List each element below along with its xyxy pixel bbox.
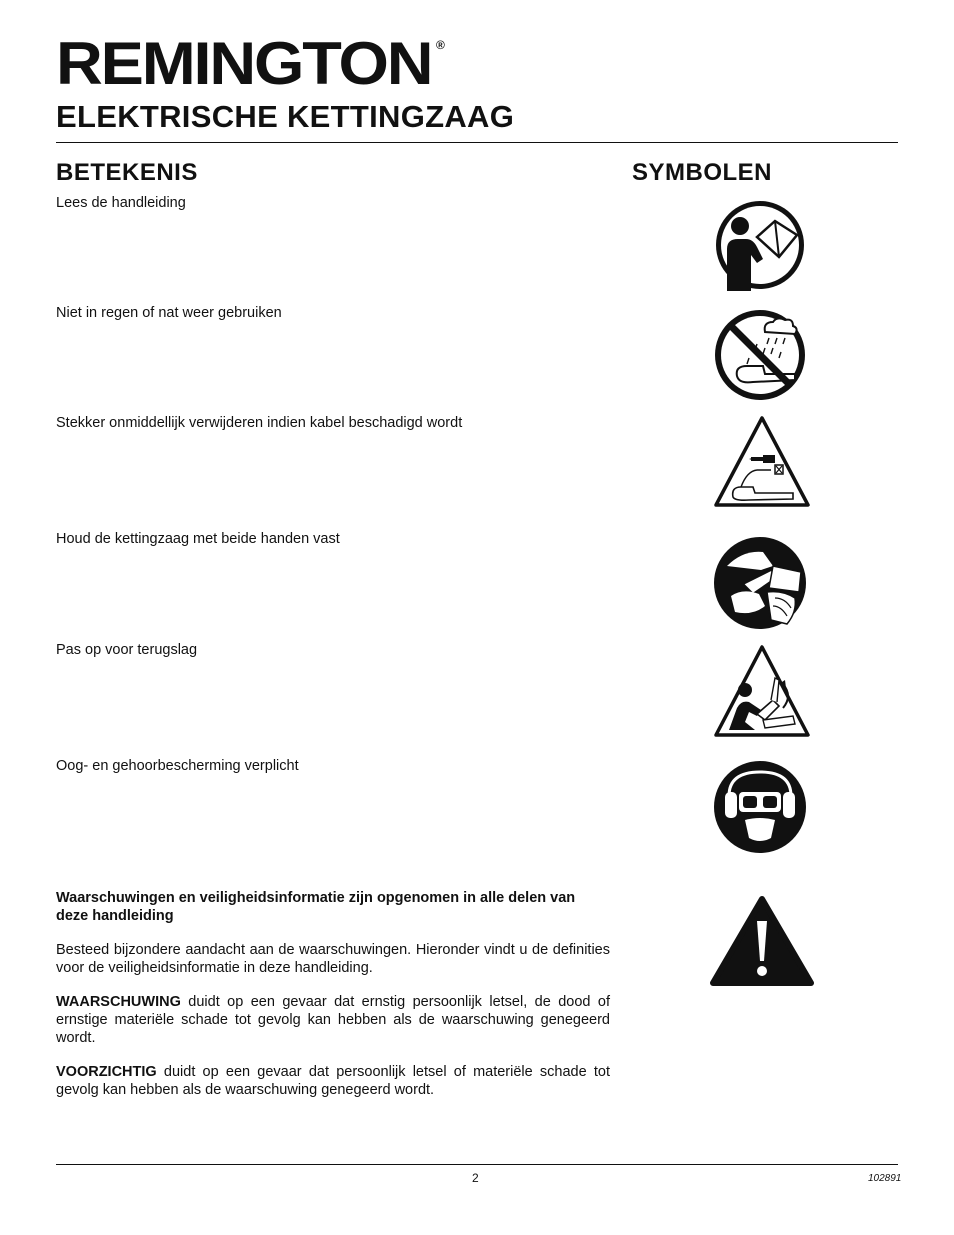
column-heading-meaning: BETEKENIS [56, 159, 198, 186]
notice-intro: Besteed bijzondere aandacht aan de waarschuwingen. Hieronder vindt u de definities voor de veiligheidsinformatie in deze handleiding. [56, 942, 610, 976]
notice-caution-definition [56, 1063, 610, 1099]
row-text-kickback: Pas op voor terugslag [56, 642, 198, 658]
brand-logo: REMINGTON [56, 30, 432, 97]
footer-divider [56, 1164, 898, 1165]
eye-ear-protection-icon [713, 760, 807, 854]
notice-lead: Waarschuwingen en veiligheidsinformatie zijn opgenomen in alle delen van deze handleiding [56, 890, 576, 924]
warning-text: duidt op een gevaar dat ernstig persoonlijk letsel, de dood of ernstige materiële schade tot gevolg kan hebben als de waarschuwing genegeerd wordt. [56, 994, 610, 1046]
registered-mark: ® [436, 38, 445, 52]
exclamation-triangle-icon [709, 895, 815, 989]
read-manual-icon [713, 199, 807, 291]
column-heading-symbols: SYMBOLEN [632, 159, 773, 186]
row-text-read-manual: Lees de handleiding [56, 195, 186, 211]
row-text-no-rain: Niet in regen of nat weer gebruiken [56, 305, 282, 321]
page-number: 2 [472, 1171, 479, 1185]
kickback-warning-icon [713, 644, 811, 738]
warning-term: WAARSCHUWING [56, 994, 181, 1010]
unplug-damaged-cord-icon [713, 415, 811, 508]
two-hands-icon [713, 536, 807, 630]
no-rain-icon [713, 308, 807, 402]
row-text-unplug: Stekker onmiddellijk verwijderen indien kabel beschadigd wordt [56, 415, 463, 431]
caution-term: VOORZICHTIG [56, 1064, 157, 1080]
caution-text: duidt op een gevaar dat persoonlijk letsel of materiële schade tot gevolg kan hebben als de waarschuwing genegeerd wordt. [56, 1064, 610, 1098]
row-text-two-hands: Houd de kettingzaag met beide handen vast [56, 531, 340, 547]
header-divider [56, 142, 898, 143]
row-text-protection: Oog- en gehoorbescherming verplicht [56, 758, 299, 774]
document-number: 102891 [868, 1173, 902, 1184]
notice-warning-definition [56, 993, 610, 1047]
safety-notice [56, 889, 610, 1115]
page-title: ELEKTRISCHE KETTINGZAAG [56, 99, 515, 134]
